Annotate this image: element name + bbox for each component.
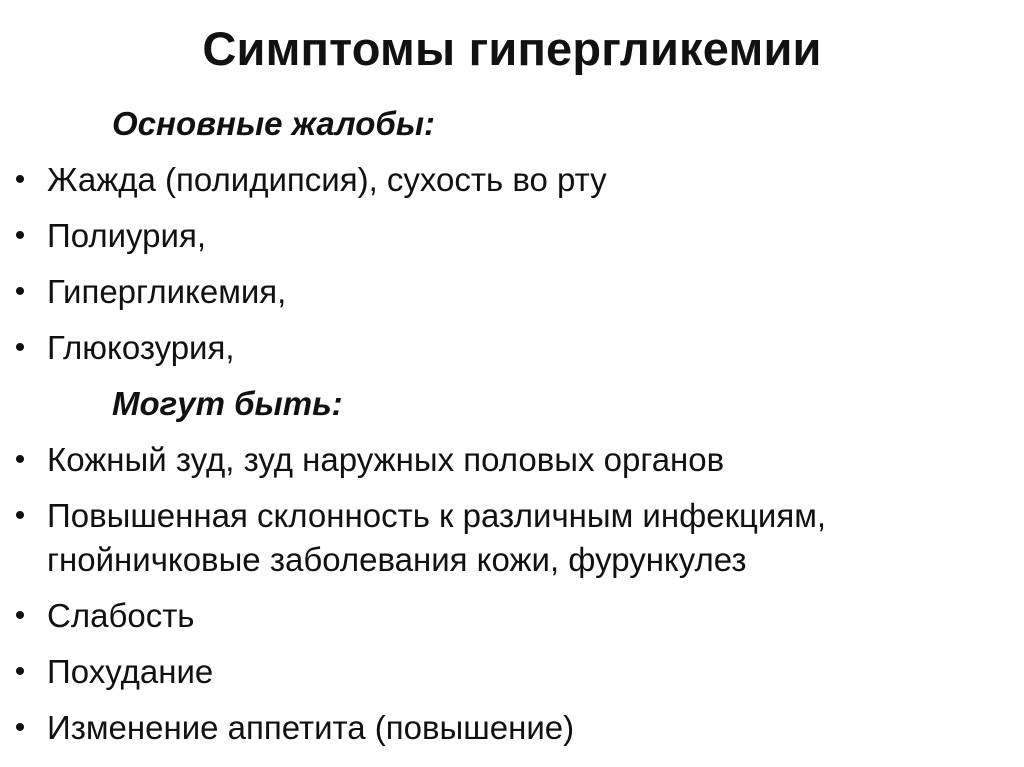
list-item-text: Кожный зуд, зуд наружных половых органов: [47, 441, 725, 478]
bullet-icon: •: [14, 711, 26, 744]
bullet-icon: •: [14, 599, 26, 632]
list-item-text: Слабость: [47, 597, 195, 634]
section-heading-possible: Могут быть:: [112, 385, 343, 422]
list-item: [0, 264, 1024, 320]
list-item-text: Жажда (полидипсия), сухость во рту: [47, 161, 607, 198]
bullet-icon: •: [14, 655, 26, 688]
list-item: [0, 588, 1024, 644]
list-item: [0, 700, 1024, 756]
list-item: [0, 320, 1024, 376]
list-item-text: Полиурия,: [47, 217, 206, 254]
symptom-list: [0, 96, 1024, 756]
list-item: [0, 208, 1024, 264]
bullet-icon: •: [14, 331, 26, 364]
bullet-icon: •: [14, 219, 26, 252]
section-heading-main-complaints: Основные жалобы:: [112, 105, 435, 142]
list-item: [0, 152, 1024, 208]
bullet-icon: •: [14, 499, 26, 532]
bullet-icon: •: [14, 163, 26, 196]
bullet-icon: •: [14, 275, 26, 308]
slide-title: Симптомы гипергликемии: [202, 22, 822, 75]
bullet-icon: •: [14, 443, 26, 476]
list-item: [0, 432, 1024, 488]
list-item-text: Повышенная склонность к различным инфекциям, гнойничковые заболевания кожи, фурункулез: [47, 497, 827, 578]
list-item-text: Похудание: [47, 653, 214, 690]
list-item-text: Гипергликемия,: [47, 273, 287, 310]
list-item-text: Глюкозурия,: [47, 329, 235, 366]
list-item-text: Изменение аппетита (повышение): [47, 709, 575, 746]
list-item: [0, 644, 1024, 700]
list-item: [0, 488, 1024, 588]
